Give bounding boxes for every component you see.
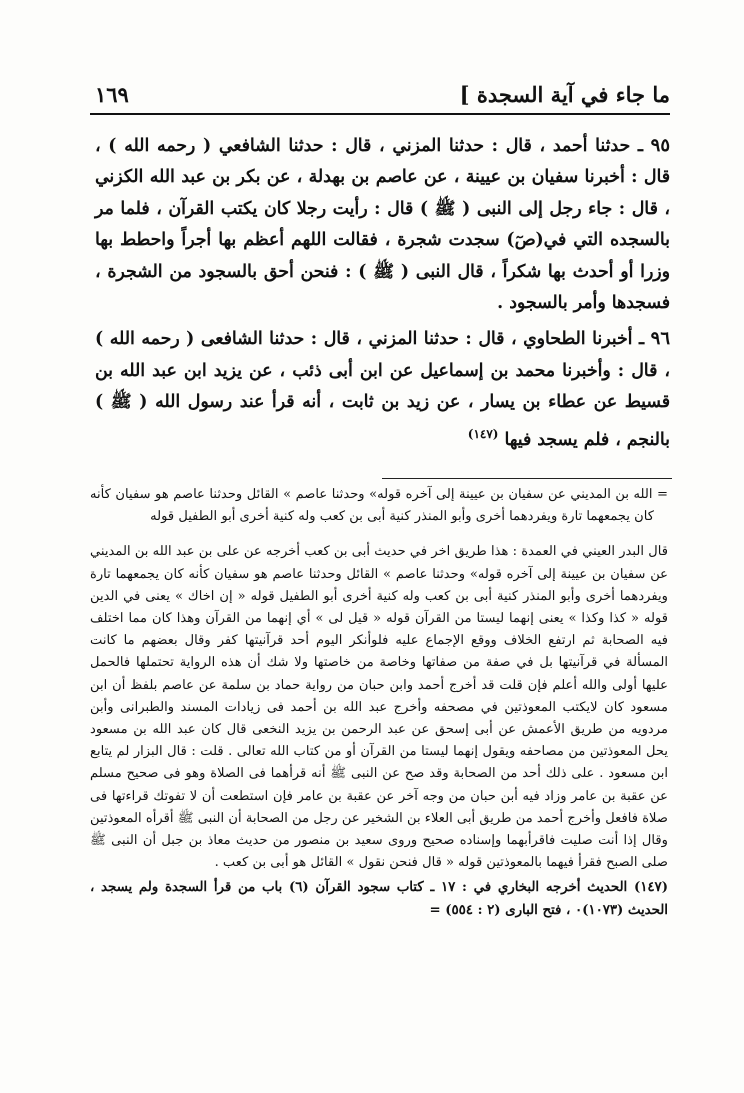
hadith-number: ٩٥: [650, 135, 670, 156]
header-rule: [90, 113, 670, 115]
footnote-147: (١٤٧) الحديث أخرجه البخاري في : ١٧ ـ كتاب سجود القرآن (٦) باب من قرأ السجدة ولم يسجد ، الحديث (١٠٧٣)٠ ، فتح البارى (٢ : ٥٥٤) =: [90, 880, 668, 918]
hadith-text: ـ أخبرنا الطحاوي ، قال : حدثنا المزني ، قال : حدثنا الشافعى ( رحمه الله ) ، قال : وأخبرنا محمد بن إسماعيل عن ابن أبى ذئب ، عن يزيد ابن عبد الله بن قسيط عن عطاء بن يسار ، عن زيد بن ثابت ، أنه قرأ عند رسول الله ( ﷺ ) بالنجم ، فلم يسجد فيها: [95, 329, 670, 450]
running-title: ما جاء في آية السجدة ]: [459, 82, 670, 107]
footnote-reference: (١٤٧): [467, 426, 499, 441]
hadith-96: [95, 323, 670, 455]
footnotes: [90, 484, 668, 922]
page-header: [95, 80, 670, 114]
footnote-separator: [382, 478, 672, 479]
footnote-paragraph: قال البدر العيني في العمدة : هذا طريق اخر في حديث أبى بن كعب أخرجه عن على بن عبد الله بن المديني عن سفيان بن عيينة إلى آخره قوله» وحدثنا عاصم » القائل وحدثنا عاصم هو سفيان كأنه كان يجمعهما تارة ويفردهما أخرى وأبو المنذر كنية أبى بن كعب وله كنية أخرى أبو الطفيل قوله « إن اخاك » يعنى في الدين قوله « كذا وكذا » يعنى إنهما ليستا من القرآن قوله « قيل لى » أي إنهما من القرآن وهذا كان مما اختلف فيه الصحابة ثم ارتفع الخلاف ووقع الإجماع عليه فلوأنكر اليوم أحد قرآنيتها كفر وقال بعضهم ما كانت المسألة في قرآنيتها بل في صفة من صفاتها وخاصة من خاصتها ولا شك أن هذه الرواية تحتملها فالحمل عليها أولى والله أعلم فإن قلت قد أخرج أحمد وابن حبان من رواية حماد بن سلمة عن عاصم بلفظ أن ابن مسعود كان لايكتب المعوذتين في مصحفه وأخرج عبد الله بن أحمد فى زيادات المسند والطبرانى وأبن مردويه من طريق الأعمش عن أبى إسحق عن عبد الرحمن بن يزيد النخعى قال كان عبد الله بن مسعود يحل المعوذتين من مصاحفه ويقول إنهما ليستا من القرآن أو من كتاب الله تعالى . قلت : قال البزار لم يتابع ابن مسعود . على ذلك أحد من الصحابة وقد صح عن النبى ﷺ أنه قرأهما فى الصلاة وهو فى صحيح مسلم عن عقبة بن عامر وزاد فيه أبن حبان من وجه آخر عن عقبة بن عامر فإن استطعت أن لا تفوتك قراءتها فى صلاة فافعل وأخرج أحمد من طريق أبى العلاء بن الشخير عن رجل من الصحابة أن النبى ﷺ أقرأه المعوذتين وقال إذا أنت صليت فاقرأبهما وإسناده صحيح وروى سعيد بن منصور من حديث معاذ بن جبل أن النبى ﷺ صلى الصبح فقرأ فيهما بالمعوذتين قوله « قال فنحن نقول » القائل هو أبى بن كعب .: [90, 544, 668, 871]
hadith-95: [95, 130, 670, 319]
hadith-number: ٩٦: [650, 328, 670, 350]
hadith-text: ـ حدثنا أحمد ، قال : حدثنا المزني ، قال : حدثنا الشافعي ( رحمه الله ) ، قال : أخبرنا سفيان بن عيينة ، عن عاصم بن بهدلة ، عن بكر بن عبد الله الكزني ، قال : جاء رجل إلى النبى ( ﷺ ) قال : رأيت رجلا كان يكتب القرآن ، فلما مر بالسجده التي في(صٓ) سجدت شجرة ، فقالت اللهم أعظم بها أجراً واحطط بها وزرا أو أحدث بها شكراً ، قال النبى ( ﷺ ) : فنحن أحق بالسجود من الشجرة ، فسجدها وأمر بالسجود .: [95, 136, 670, 314]
page-number: ١٦٩: [95, 82, 129, 107]
footnote-continuation: = الله بن المديني عن سفيان بن عيينة إلى آخره قوله» وحدثنا عاصم » القائل وحدثنا عاصم هو سفيان كأنه كان يجمعهما تارة ويفردهما أخرى وأبو المنذر كنية أبى بن كعب وله كنية أخرى أبو الطفيل قوله: [90, 487, 668, 525]
main-text: [95, 130, 670, 456]
